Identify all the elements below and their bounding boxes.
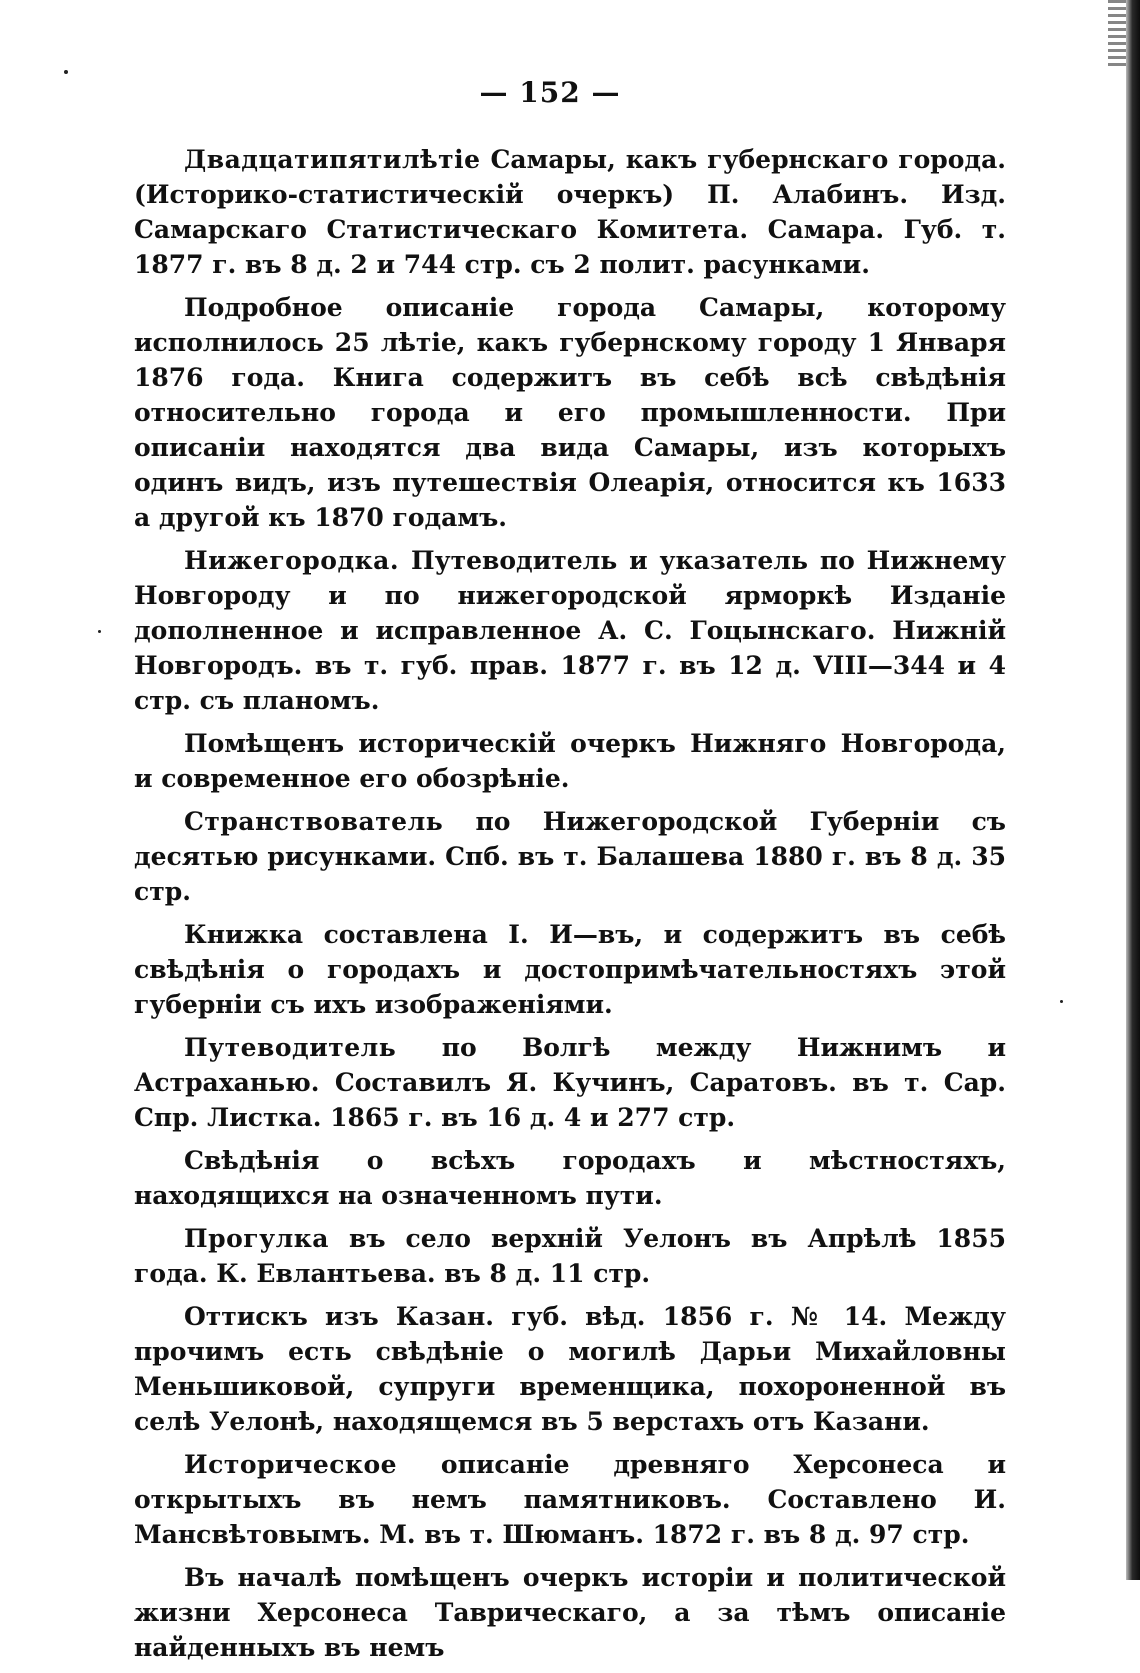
- entry-description: [134, 726, 1006, 796]
- bibliography-entry: [134, 543, 1006, 718]
- description-text: Книжка составлена І. И—въ, и содержитъ въ себѣ свѣдѣнія о городахъ и достопримѣчательностяхъ этой губерніи съ ихъ изображеніями.: [134, 920, 1006, 1019]
- entry-text: описаніе древняго Херсонеса и открытыхъ въ немъ памятниковъ. Составлено И. Мансвѣтовымъ. М. въ т. Шюманъ. 1872 г. въ 8 д. 97 стр.: [134, 1450, 1006, 1549]
- entry-text: Самары, какъ губернскаго города. (Историко-статистическій очеркъ) П. Алабинъ. Изд. Самарскаго Статистическаго Комитета. Самара. Губ. т. 1877 г. въ 8 д. 2 и 744 стр. съ 2 полит. расунками.: [134, 145, 1006, 279]
- page-number: — 152 —: [479, 76, 621, 109]
- entry-lead-word: Путеводитель: [184, 1033, 397, 1062]
- entry-text: Путеводитель и указатель по Нижнему Новгороду и по нижегородской ярморкѣ Изданіе дополненное и исправленное А. С. Гоцынскаго. Нижній Новгородъ. въ т. губ. прав. 1877 г. въ 12 д. VIII—344 и 4 стр. съ планомъ.: [134, 546, 1006, 715]
- scan-speck: [1060, 1000, 1063, 1003]
- entry-text: по Нижегородской Губерніи съ десятью рисунками. Спб. въ т. Балашева 1880 г. въ 8 д. 35 стр.: [134, 807, 1006, 906]
- entry-lead-word: Историческое: [184, 1450, 398, 1479]
- description-text: Въ началѣ помѣщенъ очеркъ исторіи и политической жизни Херсонеса Таврическаго, а за тѣмъ описаніе найденныхъ въ немъ: [134, 1563, 1006, 1662]
- bibliography-entry: [134, 1447, 1006, 1552]
- description-text: Оттискъ изъ Казан. губ. вѣд. 1856 г. № 14. Между прочимъ есть свѣдѣніе о могилѣ Дарьи Михайловны Меньшиковой, супруги временщика, похороненной въ селѣ Уелонѣ, находящемся въ 5 верстахъ отъ Казани.: [134, 1302, 1006, 1436]
- scan-edge-shadow: [1126, 0, 1140, 1580]
- scan-speck: [64, 70, 68, 74]
- bibliography-entry: [134, 1221, 1006, 1291]
- entry-description: [134, 290, 1006, 535]
- entry-text: по Волгѣ между Нижнимъ и Астраханью. Составилъ Я. Кучинъ, Саратовъ. въ т. Сар. Спр. Листка. 1865 г. въ 16 д. 4 и 277 стр.: [134, 1033, 1006, 1132]
- page-body: [134, 142, 1006, 1673]
- description-text: Подробное описаніе города Самары, которому исполнилось 25 лѣтіе, какъ губернскому городу 1 Января 1876 года. Книга содержитъ въ себѣ всѣ свѣдѣнія относительно города и его промышленности. При описаніи находятся два вида Самары, изъ которыхъ одинъ видъ, изъ путешествія Олеарія, относится къ 1633 а другой къ 1870 годамъ.: [134, 293, 1006, 532]
- scan-edge-noise: [1108, 0, 1126, 70]
- entry-description: [134, 917, 1006, 1022]
- bibliography-entry: [134, 804, 1006, 909]
- bibliography-entry: [134, 142, 1006, 282]
- bibliography-entry: [134, 1030, 1006, 1135]
- entry-lead-word: Нижегородка.: [184, 546, 400, 575]
- entry-description: [134, 1560, 1006, 1665]
- scan-speck: [98, 630, 101, 633]
- entry-description: [134, 1143, 1006, 1213]
- description-text: Свѣдѣнія о всѣхъ городахъ и мѣстностяхъ, находящихся на означенномъ пути.: [134, 1146, 1006, 1210]
- entry-lead-word: Прогулка: [184, 1224, 329, 1253]
- description-text: Помѣщенъ историческій очеркъ Нижняго Новгорода, и современное его обозрѣніе.: [134, 729, 1006, 793]
- entry-text: въ село верхній Уелонъ въ Апрѣлѣ 1855 года. К. Евлантьева. въ 8 д. 11 стр.: [134, 1224, 1006, 1288]
- entry-lead-word: Странствователь: [184, 807, 444, 836]
- entry-lead-word: Двадцатипятилѣтіе: [184, 145, 481, 174]
- entry-description: [134, 1299, 1006, 1439]
